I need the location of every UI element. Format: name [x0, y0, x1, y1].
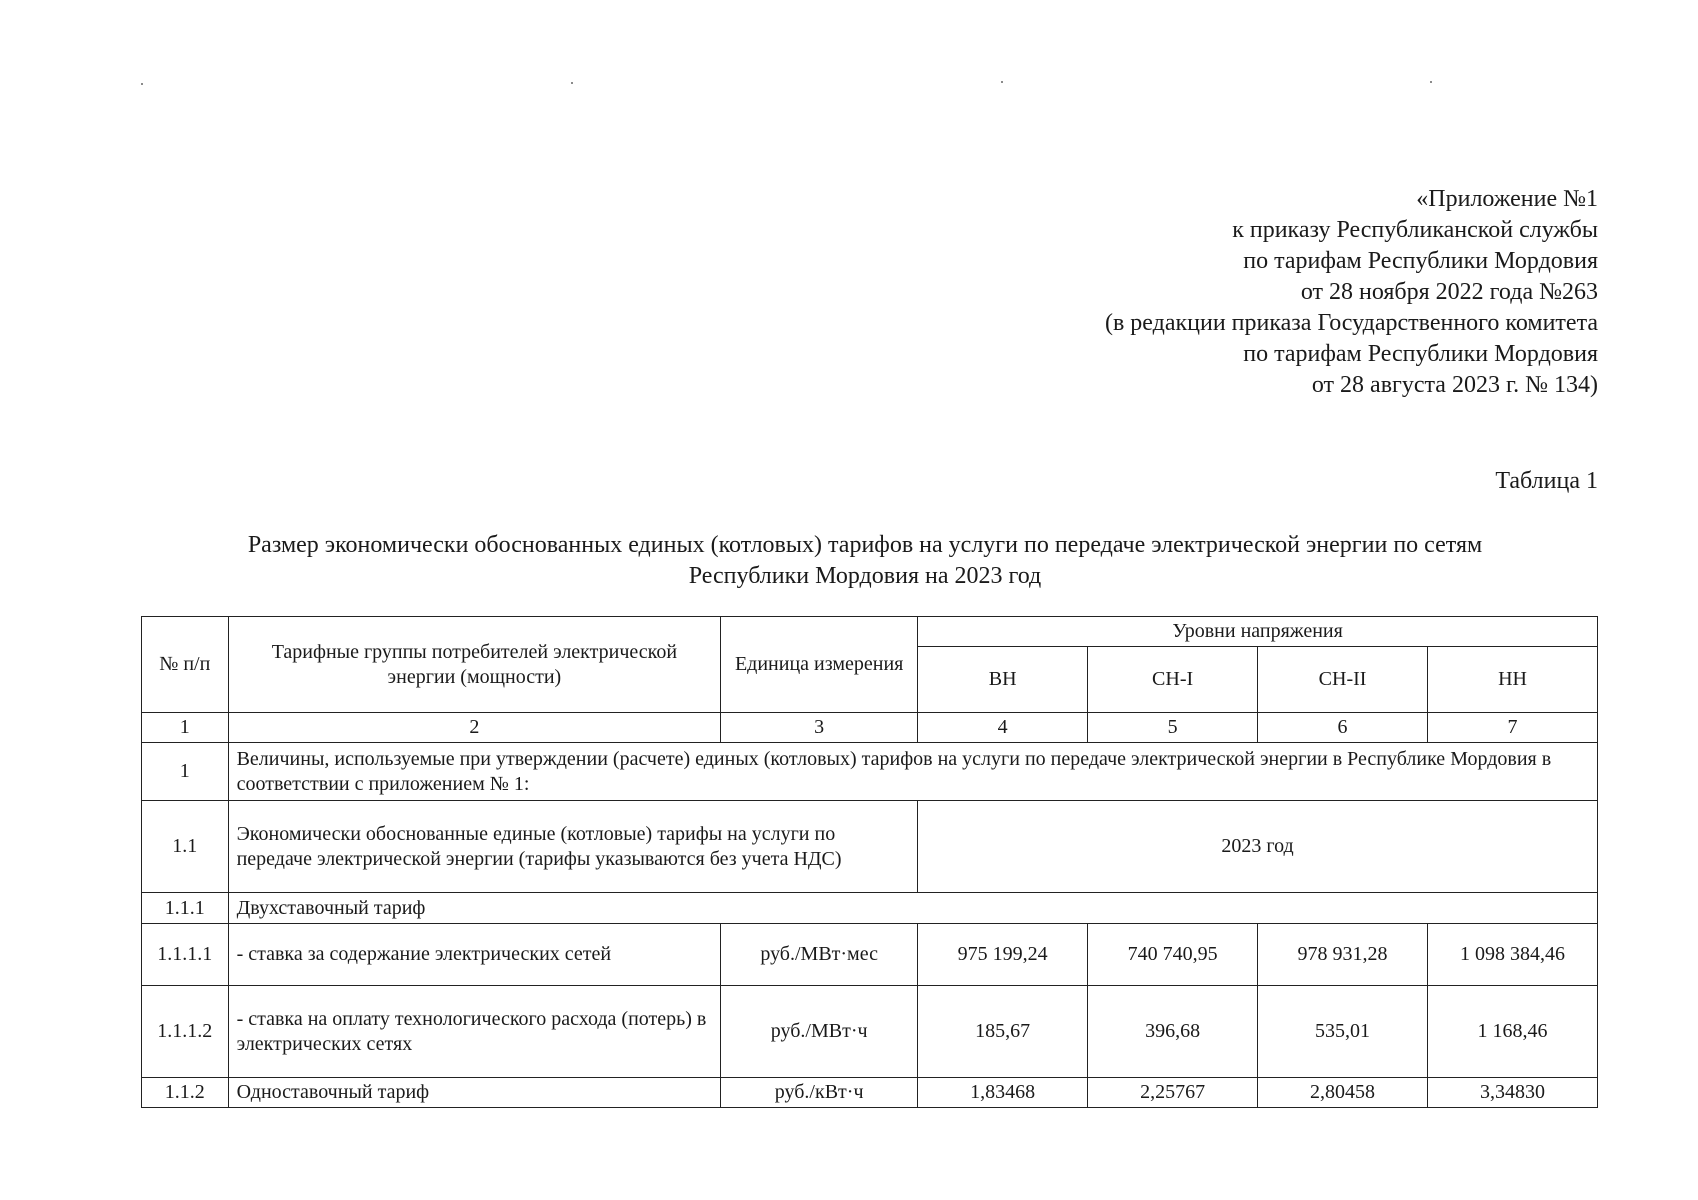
row-value-vn: 975 199,24 [918, 924, 1088, 986]
row-num: 1 [142, 743, 229, 801]
column-number: 1 [142, 713, 229, 743]
document-title-line: Республики Мордовия на 2023 год [688, 563, 1042, 589]
appendix-header-line: от 28 ноября 2022 года №263 [1300, 279, 1598, 305]
scan-speck [141, 83, 143, 85]
table-label: Таблица 1 [1495, 468, 1598, 494]
row-description: Величины, используемые при утверждении (расчете) единых (котловых) тарифов на услуги по передаче электрической энергии в Республике Мордовия в соответствии с приложением № 1: [228, 743, 1597, 801]
appendix-header-line: «Приложение №1 [1416, 186, 1598, 212]
appendix-header-line: по тарифам Республики Мордовия [1243, 341, 1598, 367]
appendix-header-line: от 28 августа 2023 г. № 134) [1311, 372, 1598, 398]
row-year: 2023 год [918, 801, 1598, 893]
scan-speck [1001, 81, 1003, 83]
document-title [140, 530, 1590, 592]
column-number: 4 [918, 713, 1088, 743]
appendix-header-line: (в редакции приказа Государственного комитета [1104, 310, 1598, 336]
header-vn: ВН [918, 647, 1088, 713]
row-description: - ставка на оплату технологического расхода (потерь) в электрических сетях [228, 986, 721, 1078]
column-number: 2 [228, 713, 721, 743]
row-num: 1.1.2 [142, 1078, 229, 1108]
row-description: - ставка за содержание электрических сетей [228, 924, 721, 986]
table-row [142, 924, 1598, 986]
row-unit: руб./кВт·ч [721, 1078, 918, 1108]
column-number: 6 [1258, 713, 1428, 743]
row-description: Двухставочный тариф [228, 893, 1597, 924]
table-row [142, 1078, 1598, 1108]
table-row [142, 986, 1598, 1078]
row-num: 1.1 [142, 801, 229, 893]
row-num: 1.1.1.1 [142, 924, 229, 986]
appendix-header [918, 184, 1598, 401]
header-sn1: СН-I [1088, 647, 1258, 713]
header-levels: Уровни напряжения [918, 617, 1598, 647]
table-row [142, 893, 1598, 924]
row-description: Одноставочный тариф [228, 1078, 721, 1108]
table-row [142, 801, 1598, 893]
appendix-header-line: по тарифам Республики Мордовия [1243, 248, 1598, 274]
row-description: Экономически обоснованные единые (котловые) тарифы на услуги по передаче электрической энергии (тарифы указываются без учета НДС) [228, 801, 918, 893]
row-value-nn: 1 168,46 [1428, 986, 1598, 1078]
scan-speck [1430, 81, 1432, 83]
row-value-nn: 1 098 384,46 [1428, 924, 1598, 986]
row-value-vn: 185,67 [918, 986, 1088, 1078]
row-value-sn1: 740 740,95 [1088, 924, 1258, 986]
header-sn2: СН-II [1258, 647, 1428, 713]
column-numbers-row [142, 713, 1598, 743]
header-nn: НН [1428, 647, 1598, 713]
column-number: 5 [1088, 713, 1258, 743]
scan-speck [571, 82, 573, 84]
row-value-sn1: 396,68 [1088, 986, 1258, 1078]
row-value-sn2: 535,01 [1258, 986, 1428, 1078]
header-group: Тарифные группы потребителей электрической энергии (мощности) [228, 617, 721, 713]
row-value-nn: 3,34830 [1428, 1078, 1598, 1108]
row-unit: руб./МВт·ч [721, 986, 918, 1078]
header-unit: Единица измерения [721, 617, 918, 713]
column-number: 7 [1428, 713, 1598, 743]
column-number: 3 [721, 713, 918, 743]
appendix-header-line: к приказу Республиканской службы [1232, 217, 1598, 243]
row-num: 1.1.1 [142, 893, 229, 924]
tariff-table [141, 616, 1598, 1108]
row-num: 1.1.1.2 [142, 986, 229, 1078]
table-row [142, 743, 1598, 801]
row-unit: руб./МВт·мес [721, 924, 918, 986]
header-num: № п/п [142, 617, 229, 713]
table-header-row [142, 617, 1598, 647]
row-value-sn2: 2,80458 [1258, 1078, 1428, 1108]
row-value-vn: 1,83468 [918, 1078, 1088, 1108]
document-title-line: Размер экономически обоснованных единых (котловых) тарифов на услуги по передаче электрической энергии по сетям [247, 532, 1483, 558]
row-value-sn1: 2,25767 [1088, 1078, 1258, 1108]
row-value-sn2: 978 931,28 [1258, 924, 1428, 986]
